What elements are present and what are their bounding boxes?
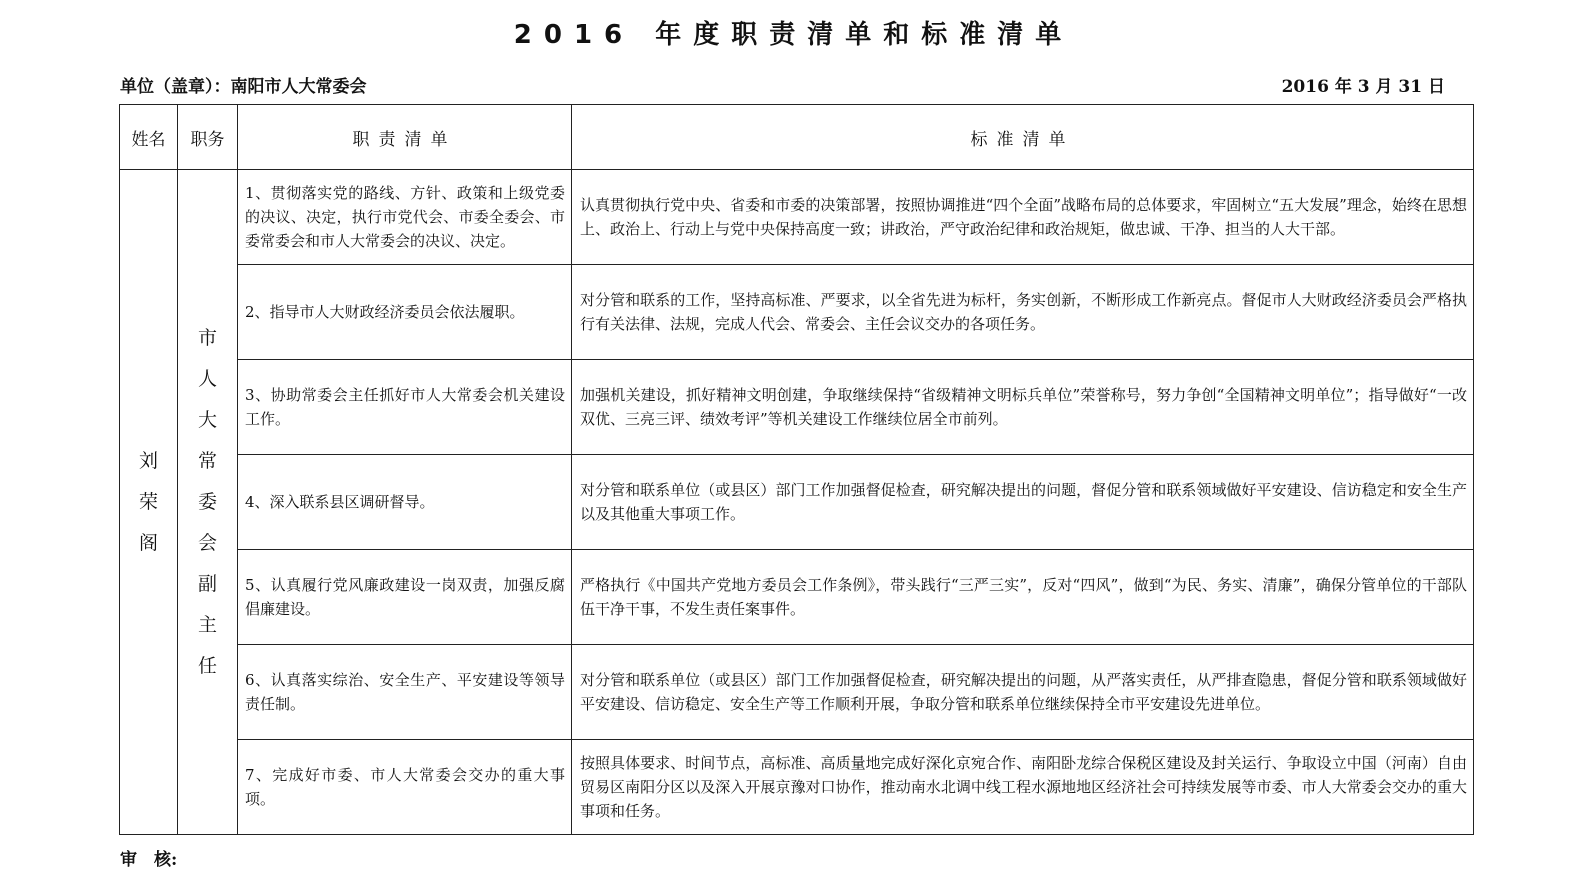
- duty-cell: 7、完成好市委、市人大常委会交办的重大事项。: [238, 740, 572, 835]
- document-date: 2016 年 3 月 31 日: [1281, 77, 1445, 97]
- duty-cell: 4、深入联系县区调研督导。: [238, 455, 572, 550]
- person-position: 市人大常委会副主任: [197, 326, 217, 677]
- duty-cell: 1、贯彻落实党的路线、方针、政策和上级党委的决议、决定，执行市党代会、市委全委会、市委常委会和市人大常委会的决议、决定。: [238, 170, 572, 265]
- standard-cell: 按照具体要求、时间节点，高标准、高质量地完成好深化京宛合作、南阳卧龙综合保税区建设及封关运行、争取设立中国（河南）自由贸易区南阳分区以及深入开展京豫对口协作，推动南水北调中线工程水源地地区经济社会可持续发展等市委、市人大常委会交办的重大事项和任务。: [572, 740, 1474, 835]
- review-label: 审 核:: [120, 850, 178, 870]
- table-row: [120, 455, 1474, 550]
- duty-cell: 2、指导市人大财政经济委员会依法履职。: [238, 265, 572, 360]
- person-position-cell: [178, 170, 238, 835]
- person-name-cell: [120, 170, 178, 835]
- table-row: [120, 265, 1474, 360]
- standard-cell: 对分管和联系单位（或县区）部门工作加强督促检查，研究解决提出的问题，从严落实责任，从严排查隐患，督促分管和联系领域做好平安建设、信访稳定、安全生产等工作顺利开展，争取分管和联系单位继续保持全市平安建设先进单位。: [572, 645, 1474, 740]
- standard-cell: 加强机关建设，抓好精神文明创建，争取继续保持“省级精神文明标兵单位”荣誉称号，努力争创“全国精神文明单位”；指导做好“一改双优、三亮三评、绩效考评”等机关建设工作继续位居全市前列。: [572, 360, 1474, 455]
- header-position: 职务: [178, 105, 238, 170]
- duty-cell: 6、认真落实综治、安全生产、平安建设等领导责任制。: [238, 645, 572, 740]
- table-row: [120, 740, 1474, 835]
- duty-standard-table: [119, 104, 1474, 835]
- header-duty-list: 职责清单: [238, 105, 572, 170]
- table-header-row: [120, 105, 1474, 170]
- table-row: [120, 360, 1474, 455]
- table-row: [120, 645, 1474, 740]
- person-name: 刘荣阁: [138, 449, 158, 554]
- standard-cell: 对分管和联系的工作，坚持高标准、严要求，以全省先进为标杆，务实创新，不断形成工作新亮点。督促市人大财政经济委员会严格执行有关法律、法规，完成人代会、常委会、主任会议交办的各项任务。: [572, 265, 1474, 360]
- duty-cell: 3、协助常委会主任抓好市人大常委会机关建设工作。: [238, 360, 572, 455]
- header-standard-list: 标准清单: [572, 105, 1474, 170]
- document-title: 2016 年度职责清单和标准清单: [513, 20, 1074, 50]
- header-name: 姓名: [120, 105, 178, 170]
- table-row: [120, 170, 1474, 265]
- standard-cell: 认真贯彻执行党中央、省委和市委的决策部署，按照协调推进“四个全面”战略布局的总体要求，牢固树立“五大发展”理念，始终在思想上、政治上、行动上与党中央保持高度一致；讲政治，严守政治纪律和政治规矩，做忠诚、干净、担当的人大干部。: [572, 170, 1474, 265]
- table-row: [120, 550, 1474, 645]
- unit-label: 单位（盖章）：南阳市人大常委会: [120, 77, 367, 97]
- standard-cell: 对分管和联系单位（或县区）部门工作加强督促检查，研究解决提出的问题，督促分管和联系领域做好平安建设、信访稳定和安全生产以及其他重大事项工作。: [572, 455, 1474, 550]
- standard-cell: 严格执行《中国共产党地方委员会工作条例》，带头践行“三严三实”，反对“四风”，做到“为民、务实、清廉”，确保分管单位的干部队伍干净干事，不发生责任案事件。: [572, 550, 1474, 645]
- duty-cell: 5、认真履行党风廉政建设一岗双责，加强反腐倡廉建设。: [238, 550, 572, 645]
